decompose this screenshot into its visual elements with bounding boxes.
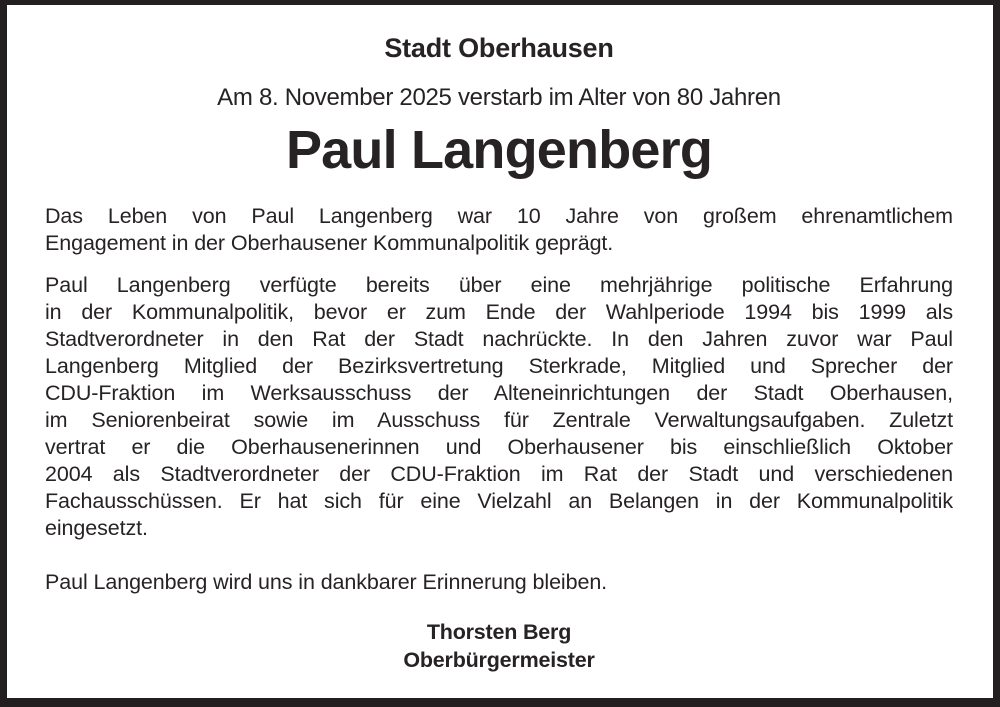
body-line: Engagement in der Oberhausener Kommunalpolitik geprägt. bbox=[45, 231, 614, 255]
deceased-name: Paul Langenberg bbox=[285, 120, 713, 180]
body-line: vertrat er die Oberhausenerinnen und Oberhausener bis einschließlich Oktober bbox=[45, 435, 953, 459]
signature-block bbox=[45, 618, 953, 674]
body-line: Fachausschüssen. Er hat sich für eine Vielzahl an Belangen in der Kommunalpolitik bbox=[45, 489, 953, 513]
signature-title: Oberbürgermeister bbox=[403, 648, 595, 672]
organization-title: Stadt Oberhausen bbox=[384, 33, 614, 63]
death-announcement-line: Am 8. November 2025 verstarb im Alter von 80 Jahren bbox=[217, 84, 781, 111]
body-line: Paul Langenberg verfügte bereits über eine mehrjährige politische Erfahrung bbox=[45, 273, 953, 297]
signature-name: Thorsten Berg bbox=[426, 620, 572, 644]
body-line: im Seniorenbeirat sowie im Ausschuss für Zentrale Verwaltungsaufgaben. Zuletzt bbox=[45, 408, 953, 432]
body-line: Paul Langenberg wird uns in dankbarer Erinnerung bleiben. bbox=[45, 570, 608, 594]
paragraph-life-summary bbox=[45, 203, 953, 257]
obituary-body bbox=[45, 203, 953, 596]
body-line: Langenberg Mitglied der Bezirksvertretung Sterkrade, Mitglied und Sprecher der bbox=[45, 354, 953, 378]
body-line: in der Kommunalpolitik, bevor er zum Ende der Wahlperiode 1994 bis 1999 als bbox=[45, 300, 953, 324]
paragraph-remembrance bbox=[45, 569, 953, 596]
notice-content bbox=[7, 5, 993, 698]
body-line: eingesetzt. bbox=[45, 516, 148, 540]
body-line: 2004 als Stadtverordneter der CDU-Fraktion im Rat der Stadt und verschiedenen bbox=[45, 462, 953, 486]
body-line: Stadtverordneter in den Rat der Stadt nachrückte. In den Jahren zuvor war Paul bbox=[45, 327, 953, 351]
body-line: Das Leben von Paul Langenberg war 10 Jahre von großem ehrenamtlichem bbox=[45, 204, 953, 228]
paragraph-political-career bbox=[45, 272, 953, 542]
body-line: CDU-Fraktion im Werksausschuss der Alteneinrichtungen der Stadt Oberhausen, bbox=[45, 381, 953, 405]
